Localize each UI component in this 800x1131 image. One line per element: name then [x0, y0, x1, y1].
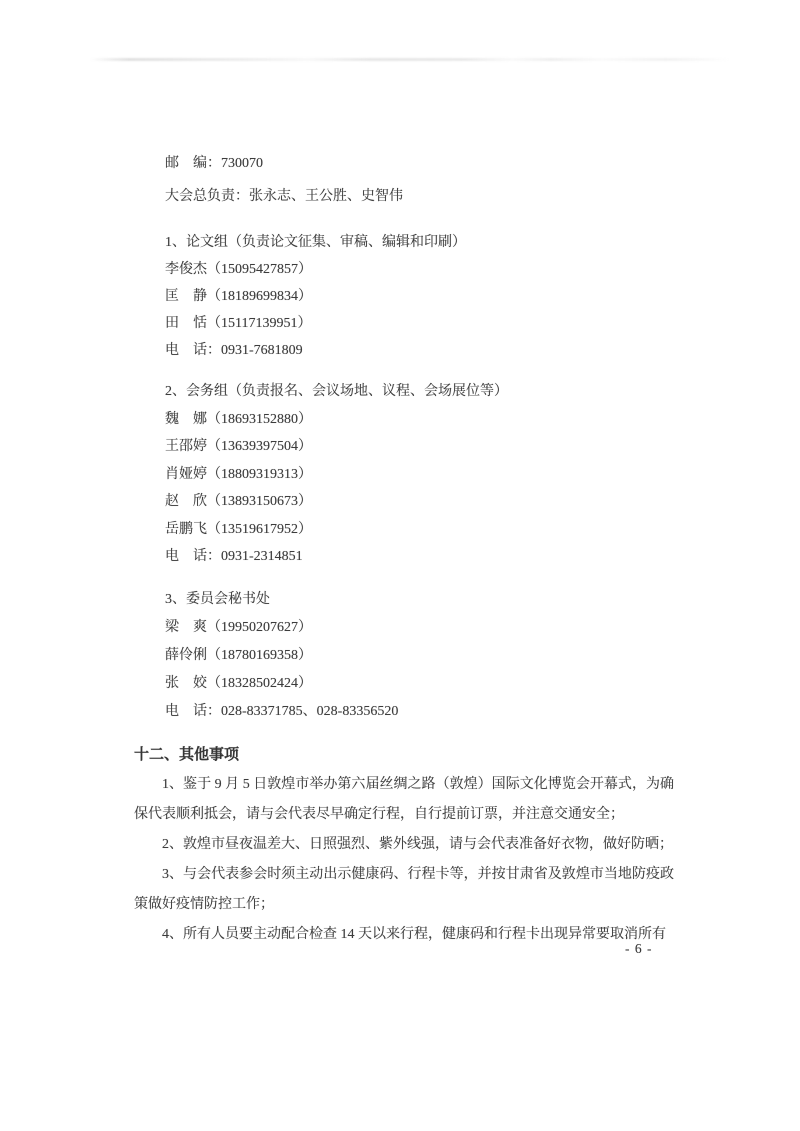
group-phone-line: 电 话：028-83371785、028-83356520 — [165, 704, 399, 719]
secretariat-section — [165, 586, 398, 726]
group-phone-line: 电 话：0931-2314851 — [165, 549, 303, 564]
member-line: 薛伶俐（18780169358） — [165, 648, 312, 663]
member-line: 赵 欣（13893150673） — [165, 494, 312, 509]
group-title: 1、论文组（负责论文征集、审稿、编辑和印刷） — [165, 235, 466, 250]
other-matters-section — [134, 740, 674, 950]
group-title: 2、会务组（负责报名、会议场地、议程、会场展位等） — [165, 384, 508, 399]
member-line: 张 姣（18328502424） — [165, 676, 312, 691]
postal-code-line: 邮 编：730070 — [165, 156, 263, 171]
conference-affairs-group-section — [165, 378, 508, 571]
conference-chiefs-line: 大会总负责：张永志、王公胜、史智伟 — [165, 189, 403, 204]
member-line: 李俊杰（15095427857） — [165, 262, 312, 277]
contact-info-block — [165, 147, 403, 213]
paper-group-section — [165, 229, 466, 364]
member-line: 魏 娜（18693152880） — [165, 411, 312, 427]
member-line: 梁 爽（19950207627） — [165, 620, 312, 635]
page-number: - 6 - — [625, 941, 653, 956]
member-line: 肖娅婷（18809319313） — [165, 466, 312, 482]
group-phone-line: 电 话：0931-7681809 — [165, 343, 303, 358]
notice-item-2: 2、敦煌市昼夜温差大、日照强烈、紫外线强，请与会代表准备好衣物，做好防晒； — [162, 837, 673, 852]
notice-item-4: 4、所有人员要主动配合检查 14 天以来行程，健康码和行程卡出现异常要取消所有 — [162, 927, 666, 942]
member-line: 匡 静（18189699834） — [165, 289, 312, 304]
notice-item-3: 3、与会代表参会时须主动出示健康码、行程卡等，并按甘肃省及敦煌市当地防疫政策做好疫情防控工作； — [134, 867, 674, 912]
section-heading: 十二、其他事项 — [134, 747, 240, 763]
notice-item-1: 1、鉴于 9 月 5 日敦煌市举办第六届丝绸之路（敦煌）国际文化博览会开幕式，为确保代表顺利抵会，请与会代表尽早确定行程，自行提前订票，并注意交通安全； — [134, 777, 674, 822]
member-line: 田 恬（15117139951） — [165, 316, 312, 331]
member-line: 岳鹏飞（13519617952） — [165, 521, 312, 537]
group-title: 3、委员会秘书处 — [165, 592, 270, 607]
scan-artifact-line — [90, 58, 730, 61]
member-line: 王邵婷（13639397504） — [165, 439, 312, 454]
